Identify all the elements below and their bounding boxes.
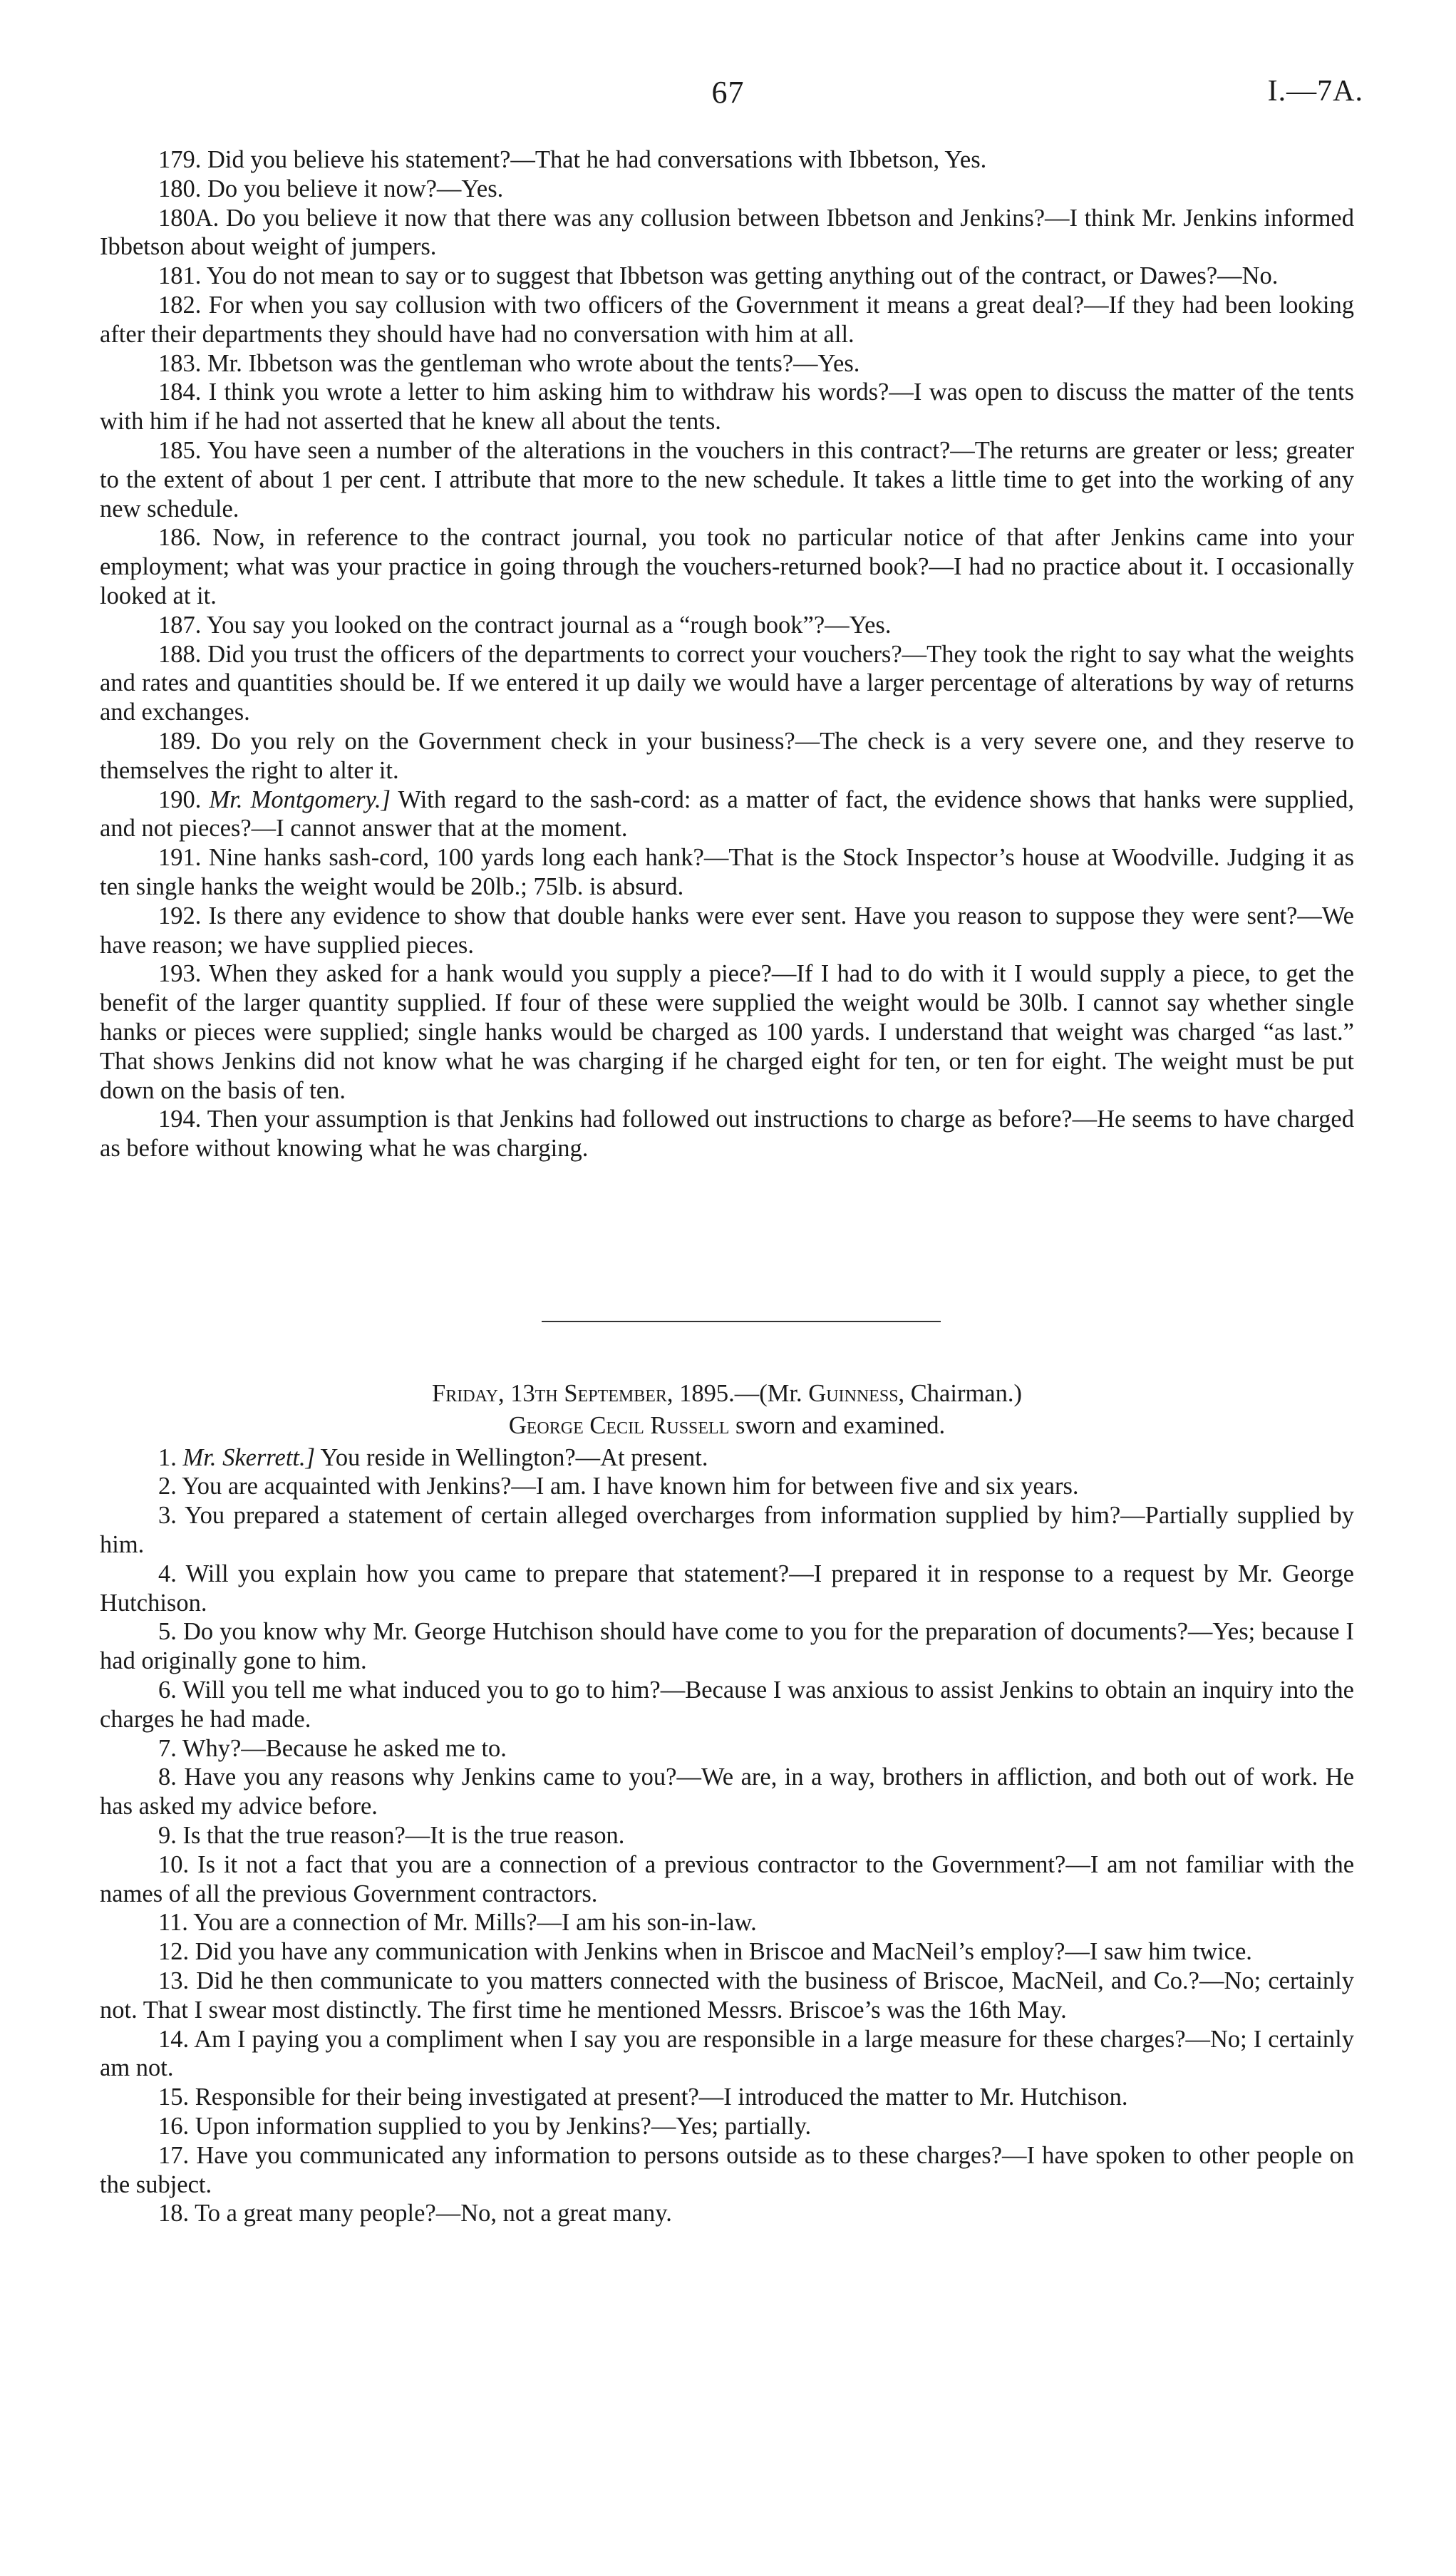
qa-text: I think you wrote a letter to him asking him to withdraw his words?—I was open to discuss the matter of the tents with him if he had not asserted that he knew all about the tents. <box>100 378 1354 436</box>
qa-text: You prepared a statement of certain alleged overcharges from information supplied by him?—Partially supplied by him. <box>100 1502 1354 1558</box>
qa-text: Is there any evidence to show that double hanks were ever sent. Have you reason to suppose they were sent?—We have reason; we have supplied pieces. <box>100 902 1354 959</box>
question-number: 191. <box>158 844 202 872</box>
qa-text: Will you tell me what induced you to go to him?—Because I was anxious to assist Jenkins to obtain an inquiry into the charges he had made. <box>100 1676 1354 1733</box>
qa-paragraph <box>100 1617 1354 1676</box>
qa-paragraph <box>100 1908 1354 1937</box>
qa-paragraph <box>100 1937 1354 1967</box>
question-number: 15. <box>158 2083 190 2111</box>
examiner-name: Mr. Montgomery.] <box>209 785 391 813</box>
qa-paragraph <box>100 640 1354 727</box>
question-number: 17. <box>158 2141 190 2169</box>
question-number: 193. <box>158 960 202 988</box>
witness-examination <box>100 1443 1354 2229</box>
qa-text: Did he then communicate to you matters connected with the business of Briscoe, MacNeil, and Co.?—No; certainly not. That I swear most distinctly. The first time he mentioned Messrs. Briscoe’s was the 16th May. <box>100 1967 1355 2024</box>
question-number: 8. <box>158 1763 177 1791</box>
page-number: 67 <box>711 75 745 110</box>
question-number: 182. <box>158 291 202 319</box>
question-number: 186. <box>158 524 202 552</box>
question-number: 4. <box>158 1560 177 1587</box>
question-number: 9. <box>158 1821 177 1849</box>
qa-paragraph <box>100 262 1354 291</box>
question-number: 189. <box>158 727 202 755</box>
qa-paragraph <box>100 1560 1354 1618</box>
witness-heading <box>100 1411 1354 1441</box>
qa-paragraph <box>100 349 1354 378</box>
qa-paragraph <box>100 378 1354 436</box>
qa-text: Do you rely on the Government check in your business?—The check is a very severe one, and they reserve to themselves the right to alter it. <box>100 727 1355 784</box>
qa-text: You reside in Wellington?—At present. <box>320 1443 708 1471</box>
chair-open: —(Mr. <box>734 1380 802 1407</box>
qa-paragraph <box>100 2083 1354 2112</box>
qa-paragraph <box>100 1501 1354 1560</box>
qa-paragraph <box>100 1443 1354 1473</box>
qa-text: Is that the true reason?—It is the true reason. <box>182 1821 625 1849</box>
question-number: 16. <box>158 2112 190 2140</box>
witness-name: George Cecil Russell <box>508 1411 730 1439</box>
qa-text: You do not mean to say or to suggest that Ibbetson was getting anything out of the contract, or Dawes?—No. <box>206 262 1279 290</box>
qa-text: Responsible for their being investigated at present?—I introduced the matter to Mr. Hutchison. <box>195 2083 1128 2111</box>
question-number: 11. <box>158 1909 188 1937</box>
qa-text: Do you know why Mr. George Hutchison should have come to you for the preparation of documents?—Yes; because I had originally gone to him. <box>100 1618 1354 1675</box>
qa-paragraph <box>100 959 1354 1105</box>
question-number: 187. <box>158 611 202 639</box>
evidence-continued <box>100 145 1354 1163</box>
qa-paragraph <box>100 1734 1354 1763</box>
question-number: 184. <box>158 378 202 406</box>
qa-text: To a great many people?—No, not a great many. <box>195 2200 672 2227</box>
chairman-name: Guinness, <box>808 1380 905 1407</box>
qa-text: When they asked for a hank would you supply a piece?—If I had to do with it I would supply a piece, to get the benefit of the larger quantity supplied. If four of these were supplied the weight would be 30lb. I cannot say whether single hanks or pieces were supplied; single hanks would be charged as 100 yards. I understand that weight was charged “as last.” That shows Jenkins did not know what he was charging if he charged eight for ten, or ten for eight. The weight must be put down on the basis of ten. <box>100 960 1354 1104</box>
qa-paragraph <box>100 175 1354 204</box>
sitting-heading <box>100 1379 1354 1408</box>
qa-text: Do you believe it now that there was any collusion between Ibbetson and Jenkins?—I think Mr. Jenkins informed Ibbetson about weight of jumpers. <box>100 204 1354 261</box>
qa-paragraph <box>100 204 1354 262</box>
qa-paragraph <box>100 145 1354 175</box>
qa-text: With regard to the sash-cord: as a matter of fact, the evidence shows that hanks were supplied, and not pieces?—I cannot answer that at the moment. <box>100 785 1354 843</box>
question-number: 179. <box>158 146 202 173</box>
qa-paragraph <box>100 611 1354 640</box>
question-number: 13. <box>158 1967 190 1994</box>
question-number: 2. <box>158 1473 177 1500</box>
question-number: 180. <box>158 175 202 202</box>
sitting-date: Friday, 13th September, 1895. <box>432 1380 735 1407</box>
qa-text: Is it not a fact that you are a connection of a previous contractor to the Government?—I am not familiar with the names of all the previous Government contractors. <box>100 1850 1355 1907</box>
qa-paragraph <box>100 1967 1354 2025</box>
question-number: 18. <box>158 2200 190 2227</box>
qa-text: Upon information supplied to you by Jenkins?—Yes; partially. <box>195 2112 812 2140</box>
qa-text: Have you communicated any information to persons outside as to these charges?—I have spoken to other people on the subject. <box>100 2141 1355 2198</box>
qa-text: Do you believe it now?—Yes. <box>207 175 504 202</box>
qa-text: Nine hanks sash-cord, 100 yards long each hank?—That is the Stock Inspector’s house at Woodville. Judging it as ten single hanks the weight would be 20lb.; 75lb. is absurd. <box>100 844 1355 900</box>
qa-text: For when you say collusion with two officers of the Government it means a great deal?—If they had been looking after their departments they should have had no conversation with him at all. <box>100 291 1354 348</box>
section-divider <box>542 1321 941 1322</box>
question-number: 185. <box>158 436 202 464</box>
question-number: 190. <box>158 785 202 813</box>
qa-paragraph <box>100 2141 1354 2200</box>
question-number: 1. <box>158 1443 177 1471</box>
qa-paragraph <box>100 727 1354 785</box>
question-number: 6. <box>158 1676 177 1704</box>
qa-text: You have seen a number of the alterations in the vouchers in this contract?—The returns are greater or less; greater to the extent of about 1 per cent. I attribute that more to the new schedule. It takes a little time to get into the working of any new schedule. <box>100 436 1354 522</box>
qa-text: Did you trust the officers of the departments to correct your vouchers?—They took the right to say what the weights and rates and quantities should be. If we entered it up daily we would have a larger percentage of alterations by way of returns and exchanges. <box>100 640 1355 726</box>
question-number: 10. <box>158 1850 190 1878</box>
witness-status: sworn and examined. <box>735 1411 946 1439</box>
qa-text: Am I paying you a compliment when I say you are responsible in a large measure for these charges?—No; I certainly am not. <box>100 2025 1354 2082</box>
qa-paragraph <box>100 1821 1354 1850</box>
question-number: 3. <box>158 1502 177 1530</box>
qa-text: You are acquainted with Jenkins?—I am. I have known him for between five and six years. <box>182 1473 1079 1500</box>
qa-paragraph <box>100 843 1354 902</box>
qa-text: Mr. Ibbetson was the gentleman who wrote about the tents?—Yes. <box>207 349 860 377</box>
qa-text: Did you believe his statement?—That he had conversations with Ibbetson, Yes. <box>207 146 987 173</box>
qa-paragraph <box>100 1472 1354 1501</box>
qa-paragraph <box>100 436 1354 523</box>
qa-text: Now, in reference to the contract journal, you took no particular notice of that after Jenkins came into your employment; what was your practice in going through the vouchers-returned book?—I had no practice about it. I occasionally looked at it. <box>100 524 1355 609</box>
chair-close: Chairman.) <box>910 1380 1022 1407</box>
qa-text: You are a connection of Mr. Mills?—I am his son-in-law. <box>193 1909 757 1937</box>
qa-text: Did you have any communication with Jenkins when in Briscoe and MacNeil’s employ?—I saw him twice. <box>195 1938 1252 1966</box>
question-number: 12. <box>158 1938 190 1966</box>
question-number: 181. <box>158 262 202 290</box>
question-number: 7. <box>158 1734 177 1762</box>
question-number: 194. <box>158 1106 202 1133</box>
qa-paragraph <box>100 785 1354 844</box>
question-number: 188. <box>158 640 202 668</box>
qa-text: You say you looked on the contract journal as a “rough book”?—Yes. <box>206 611 892 639</box>
qa-paragraph <box>100 1763 1354 1821</box>
qa-text: Then your assumption is that Jenkins had followed out instructions to charge as before?—He seems to have charged as before without knowing what he was charging. <box>100 1106 1354 1163</box>
question-number: 183. <box>158 349 202 377</box>
qa-paragraph <box>100 902 1354 960</box>
examiner-name: Mr. Skerrett.] <box>182 1443 316 1471</box>
qa-paragraph <box>100 291 1354 349</box>
sitting-section <box>100 1379 1354 2228</box>
question-number: 180A. <box>158 204 220 232</box>
qa-paragraph <box>100 2025 1354 2083</box>
qa-paragraph <box>100 1676 1354 1734</box>
qa-text: Why?—Because he asked me to. <box>182 1734 507 1762</box>
qa-paragraph <box>100 1850 1354 1909</box>
question-number: 192. <box>158 902 202 929</box>
qa-paragraph <box>100 2112 1354 2141</box>
qa-paragraph <box>100 2199 1354 2228</box>
qa-paragraph <box>100 523 1354 610</box>
qa-paragraph <box>100 1105 1354 1163</box>
question-number: 5. <box>158 1618 177 1646</box>
qa-text: Will you explain how you came to prepare that statement?—I prepared it in response to a request by Mr. George Hutchison. <box>100 1560 1354 1617</box>
question-number: 14. <box>158 2025 190 2053</box>
qa-text: Have you any reasons why Jenkins came to you?—We are, in a way, brothers in affliction, and both out of work. He has asked my advice before. <box>100 1763 1355 1820</box>
document-reference: I.—7A. <box>1267 75 1363 108</box>
